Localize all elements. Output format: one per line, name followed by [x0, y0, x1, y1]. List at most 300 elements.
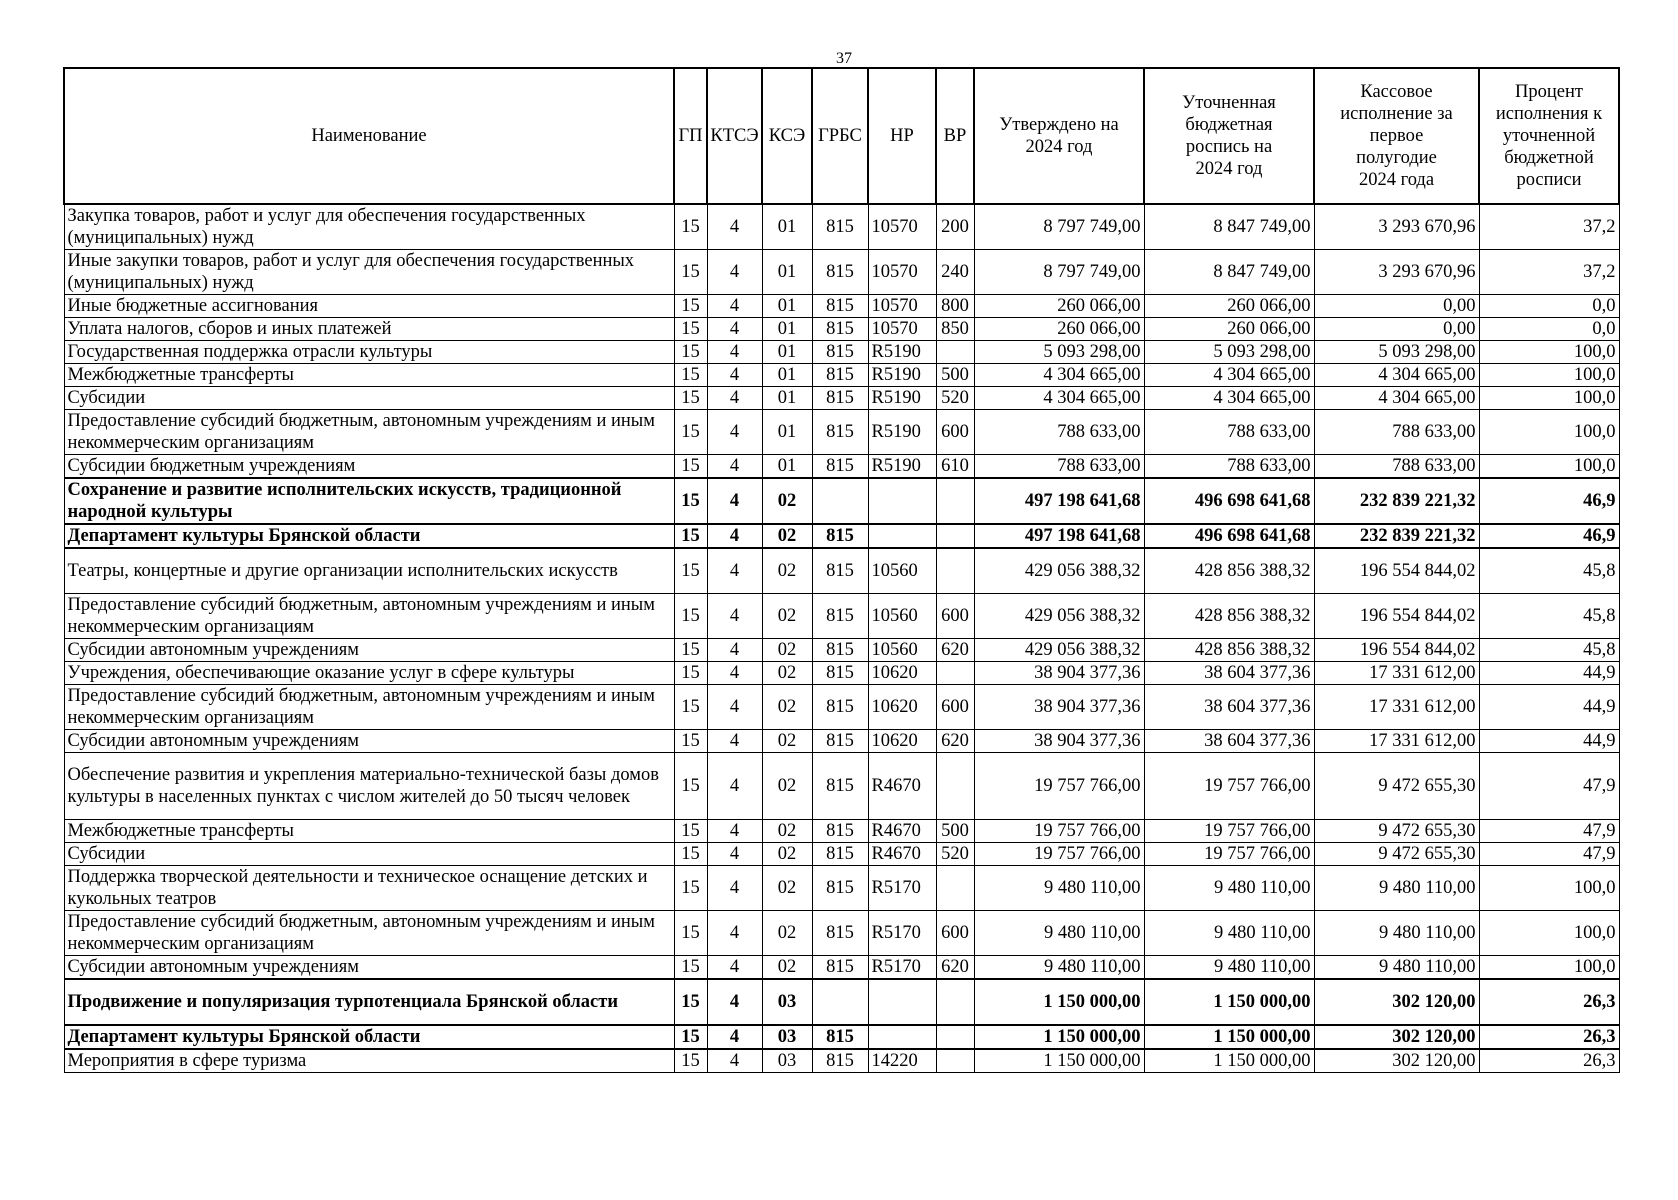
cell-kse: 02	[762, 843, 812, 866]
table-row	[64, 639, 1619, 662]
cell-percent: 26,3	[1479, 1025, 1619, 1049]
cell-kse: 02	[762, 866, 812, 911]
cell-ktse: 4	[707, 295, 762, 318]
table-header	[64, 68, 1619, 204]
cell-percent: 44,9	[1479, 685, 1619, 730]
cell-cash: 3 293 670,96	[1314, 250, 1479, 295]
cell-cash: 9 472 655,30	[1314, 820, 1479, 843]
cell-cash: 0,00	[1314, 295, 1479, 318]
cell-gp: 15	[674, 204, 707, 250]
cell-refined: 4 304 665,00	[1144, 387, 1314, 410]
cell-kse: 01	[762, 387, 812, 410]
cell-ktse: 4	[707, 594, 762, 639]
cell-kse: 01	[762, 204, 812, 250]
cell-vr: 620	[936, 956, 974, 980]
cell-percent: 37,2	[1479, 250, 1619, 295]
cell-percent: 46,9	[1479, 524, 1619, 548]
cell-ktse: 4	[707, 387, 762, 410]
cell-name: Государственная поддержка отрасли культуры	[64, 341, 674, 364]
table-row	[64, 866, 1619, 911]
cell-nr: 10570	[868, 250, 936, 295]
cell-grbs: 815	[812, 524, 868, 548]
cell-vr: 620	[936, 730, 974, 753]
cell-ktse: 4	[707, 364, 762, 387]
cell-cash: 9 472 655,30	[1314, 753, 1479, 820]
cell-nr: R4670	[868, 820, 936, 843]
cell-name: Иные закупки товаров, работ и услуг для обеспечения государственных (муниципальных) нужд	[64, 250, 674, 295]
cell-nr: R5190	[868, 387, 936, 410]
table-row	[64, 1049, 1619, 1073]
cell-approved: 19 757 766,00	[974, 753, 1144, 820]
cell-name: Поддержка творческой деятельности и техническое оснащение детских и кукольных театров	[64, 866, 674, 911]
cell-name: Театры, концертные и другие организации исполнительских искусств	[64, 548, 674, 594]
table-row	[64, 911, 1619, 956]
cell-gp: 15	[674, 548, 707, 594]
cell-gp: 15	[674, 387, 707, 410]
cell-refined: 260 066,00	[1144, 318, 1314, 341]
cell-kse: 02	[762, 911, 812, 956]
cell-approved: 1 150 000,00	[974, 1025, 1144, 1049]
cell-refined: 8 847 749,00	[1144, 250, 1314, 295]
cell-approved: 429 056 388,32	[974, 594, 1144, 639]
cell-ktse: 4	[707, 1049, 762, 1073]
cell-approved: 1 150 000,00	[974, 979, 1144, 1025]
cell-gp: 15	[674, 753, 707, 820]
cell-name: Департамент культуры Брянской области	[64, 524, 674, 548]
cell-grbs: 815	[812, 1049, 868, 1073]
cell-approved: 4 304 665,00	[974, 364, 1144, 387]
cell-name: Межбюджетные трансферты	[64, 820, 674, 843]
cell-gp: 15	[674, 843, 707, 866]
page-number: 37	[836, 50, 852, 67]
cell-approved: 9 480 110,00	[974, 866, 1144, 911]
cell-refined: 428 856 388,32	[1144, 639, 1314, 662]
cell-nr: 10620	[868, 730, 936, 753]
cell-refined: 788 633,00	[1144, 410, 1314, 455]
cell-name: Предоставление субсидий бюджетным, автономным учреждениям и иным некоммерческим организациям	[64, 911, 674, 956]
cell-approved: 4 304 665,00	[974, 387, 1144, 410]
cell-nr	[868, 979, 936, 1025]
cell-nr: 10570	[868, 204, 936, 250]
header-grbs: ГРБС	[812, 68, 868, 204]
cell-grbs: 815	[812, 956, 868, 980]
cell-kse: 02	[762, 524, 812, 548]
cell-kse: 01	[762, 250, 812, 295]
cell-grbs: 815	[812, 820, 868, 843]
cell-gp: 15	[674, 956, 707, 980]
cell-approved: 429 056 388,32	[974, 548, 1144, 594]
cell-refined: 496 698 641,68	[1144, 524, 1314, 548]
cell-kse: 03	[762, 1049, 812, 1073]
cell-ktse: 4	[707, 753, 762, 820]
cell-percent: 45,8	[1479, 639, 1619, 662]
cell-kse: 01	[762, 341, 812, 364]
cell-name: Обеспечение развития и укрепления материально-технической базы домов культуры в населенных пунктах с числом жителей до 50 тысяч человек	[64, 753, 674, 820]
cell-grbs: 815	[812, 866, 868, 911]
cell-gp: 15	[674, 364, 707, 387]
cell-ktse: 4	[707, 911, 762, 956]
cell-cash: 232 839 221,32	[1314, 524, 1479, 548]
cell-cash: 17 331 612,00	[1314, 685, 1479, 730]
cell-approved: 497 198 641,68	[974, 524, 1144, 548]
cell-name: Предоставление субсидий бюджетным, автономным учреждениям и иным некоммерческим организациям	[64, 594, 674, 639]
cell-percent: 26,3	[1479, 1049, 1619, 1073]
cell-grbs: 815	[812, 639, 868, 662]
cell-gp: 15	[674, 911, 707, 956]
header-name: Наименование	[64, 68, 674, 204]
cell-ktse: 4	[707, 548, 762, 594]
cell-cash: 302 120,00	[1314, 979, 1479, 1025]
cell-refined: 428 856 388,32	[1144, 548, 1314, 594]
cell-gp: 15	[674, 250, 707, 295]
cell-grbs: 815	[812, 364, 868, 387]
cell-vr	[936, 524, 974, 548]
cell-grbs: 815	[812, 753, 868, 820]
cell-percent: 46,9	[1479, 478, 1619, 524]
cell-vr: 600	[936, 594, 974, 639]
cell-percent: 100,0	[1479, 866, 1619, 911]
cell-nr: R5190	[868, 341, 936, 364]
cell-approved: 8 797 749,00	[974, 204, 1144, 250]
cell-ktse: 4	[707, 843, 762, 866]
cell-kse: 01	[762, 295, 812, 318]
cell-percent: 47,9	[1479, 843, 1619, 866]
cell-approved: 38 904 377,36	[974, 662, 1144, 685]
cell-ktse: 4	[707, 685, 762, 730]
cell-gp: 15	[674, 295, 707, 318]
cell-approved: 429 056 388,32	[974, 639, 1144, 662]
cell-cash: 3 293 670,96	[1314, 204, 1479, 250]
table-row	[64, 753, 1619, 820]
cell-grbs: 815	[812, 1025, 868, 1049]
header-kse: КСЭ	[762, 68, 812, 204]
cell-vr: 520	[936, 843, 974, 866]
cell-ktse: 4	[707, 956, 762, 980]
cell-name: Иные бюджетные ассигнования	[64, 295, 674, 318]
cell-cash: 196 554 844,02	[1314, 548, 1479, 594]
cell-nr: R5170	[868, 866, 936, 911]
cell-gp: 15	[674, 866, 707, 911]
cell-ktse: 4	[707, 730, 762, 753]
table-row	[64, 594, 1619, 639]
cell-approved: 788 633,00	[974, 455, 1144, 479]
cell-grbs: 815	[812, 250, 868, 295]
cell-gp: 15	[674, 979, 707, 1025]
cell-gp: 15	[674, 1049, 707, 1073]
cell-gp: 15	[674, 685, 707, 730]
cell-percent: 44,9	[1479, 730, 1619, 753]
cell-percent: 45,8	[1479, 548, 1619, 594]
table-row	[64, 548, 1619, 594]
cell-vr	[936, 753, 974, 820]
table-row	[64, 820, 1619, 843]
cell-vr: 500	[936, 820, 974, 843]
cell-cash: 196 554 844,02	[1314, 639, 1479, 662]
cell-ktse: 4	[707, 979, 762, 1025]
cell-percent: 44,9	[1479, 662, 1619, 685]
cell-gp: 15	[674, 318, 707, 341]
cell-approved: 38 904 377,36	[974, 730, 1144, 753]
cell-cash: 9 480 110,00	[1314, 911, 1479, 956]
cell-vr	[936, 662, 974, 685]
cell-percent: 26,3	[1479, 979, 1619, 1025]
cell-cash: 4 304 665,00	[1314, 387, 1479, 410]
cell-approved: 19 757 766,00	[974, 820, 1144, 843]
cell-percent: 100,0	[1479, 455, 1619, 479]
cell-gp: 15	[674, 341, 707, 364]
cell-refined: 9 480 110,00	[1144, 956, 1314, 980]
cell-cash: 232 839 221,32	[1314, 478, 1479, 524]
table-row	[64, 979, 1619, 1025]
cell-nr: 10560	[868, 548, 936, 594]
table-row	[64, 1025, 1619, 1049]
table-row	[64, 295, 1619, 318]
cell-grbs: 815	[812, 387, 868, 410]
cell-cash: 9 472 655,30	[1314, 843, 1479, 866]
cell-vr: 610	[936, 455, 974, 479]
cell-kse: 02	[762, 753, 812, 820]
table-row	[64, 956, 1619, 980]
cell-name: Субсидии автономным учреждениям	[64, 639, 674, 662]
cell-ktse: 4	[707, 866, 762, 911]
cell-gp: 15	[674, 820, 707, 843]
cell-name: Закупка товаров, работ и услуг для обеспечения государственных (муниципальных) нужд	[64, 204, 674, 250]
cell-ktse: 4	[707, 478, 762, 524]
cell-name: Сохранение и развитие исполнительских искусств, традиционной народной культуры	[64, 478, 674, 524]
cell-vr: 800	[936, 295, 974, 318]
cell-approved: 19 757 766,00	[974, 843, 1144, 866]
header-ktse: КТСЭ	[707, 68, 762, 204]
cell-name: Учреждения, обеспечивающие оказание услуг в сфере культуры	[64, 662, 674, 685]
cell-nr: 10570	[868, 318, 936, 341]
cell-grbs	[812, 478, 868, 524]
cell-approved: 8 797 749,00	[974, 250, 1144, 295]
cell-cash: 9 480 110,00	[1314, 866, 1479, 911]
table-row	[64, 204, 1619, 250]
cell-vr	[936, 548, 974, 594]
cell-grbs: 815	[812, 295, 868, 318]
cell-name: Продвижение и популяризация турпотенциала Брянской области	[64, 979, 674, 1025]
cell-kse: 02	[762, 478, 812, 524]
cell-gp: 15	[674, 524, 707, 548]
cell-nr: 10560	[868, 594, 936, 639]
cell-refined: 9 480 110,00	[1144, 911, 1314, 956]
table-row	[64, 410, 1619, 455]
cell-ktse: 4	[707, 639, 762, 662]
cell-name: Мероприятия в сфере туризма	[64, 1049, 674, 1073]
table-row	[64, 843, 1619, 866]
cell-vr: 500	[936, 364, 974, 387]
cell-kse: 02	[762, 685, 812, 730]
cell-percent: 100,0	[1479, 364, 1619, 387]
cell-refined: 9 480 110,00	[1144, 866, 1314, 911]
cell-kse: 02	[762, 956, 812, 980]
cell-cash: 196 554 844,02	[1314, 594, 1479, 639]
cell-approved: 497 198 641,68	[974, 478, 1144, 524]
cell-percent: 100,0	[1479, 410, 1619, 455]
cell-vr	[936, 866, 974, 911]
header-refined: Уточненная бюджетная роспись на 2024 год	[1144, 68, 1314, 204]
cell-grbs: 815	[812, 843, 868, 866]
cell-refined: 38 604 377,36	[1144, 685, 1314, 730]
table-row	[64, 524, 1619, 548]
cell-percent: 37,2	[1479, 204, 1619, 250]
cell-kse: 01	[762, 318, 812, 341]
table-row	[64, 387, 1619, 410]
cell-cash: 9 480 110,00	[1314, 956, 1479, 980]
cell-vr	[936, 341, 974, 364]
header-approved: Утверждено на 2024 год	[974, 68, 1144, 204]
cell-approved: 788 633,00	[974, 410, 1144, 455]
cell-cash: 17 331 612,00	[1314, 730, 1479, 753]
cell-name: Межбюджетные трансферты	[64, 364, 674, 387]
cell-refined: 788 633,00	[1144, 455, 1314, 479]
cell-vr	[936, 1025, 974, 1049]
cell-vr	[936, 1049, 974, 1073]
cell-kse: 02	[762, 662, 812, 685]
cell-refined: 8 847 749,00	[1144, 204, 1314, 250]
table-row	[64, 341, 1619, 364]
cell-cash: 302 120,00	[1314, 1025, 1479, 1049]
cell-nr	[868, 1025, 936, 1049]
cell-vr: 200	[936, 204, 974, 250]
table-row	[64, 455, 1619, 479]
cell-name: Департамент культуры Брянской области	[64, 1025, 674, 1049]
cell-nr: 10620	[868, 662, 936, 685]
cell-percent: 100,0	[1479, 387, 1619, 410]
cell-approved: 260 066,00	[974, 295, 1144, 318]
cell-grbs	[812, 979, 868, 1025]
table-row	[64, 250, 1619, 295]
table-row	[64, 685, 1619, 730]
cell-refined: 38 604 377,36	[1144, 662, 1314, 685]
cell-name: Субсидии автономным учреждениям	[64, 956, 674, 980]
cell-ktse: 4	[707, 204, 762, 250]
cell-refined: 428 856 388,32	[1144, 594, 1314, 639]
cell-refined: 38 604 377,36	[1144, 730, 1314, 753]
cell-cash: 788 633,00	[1314, 410, 1479, 455]
cell-approved: 9 480 110,00	[974, 956, 1144, 980]
cell-cash: 17 331 612,00	[1314, 662, 1479, 685]
cell-kse: 01	[762, 364, 812, 387]
cell-vr: 600	[936, 911, 974, 956]
cell-name: Субсидии автономным учреждениям	[64, 730, 674, 753]
cell-cash: 788 633,00	[1314, 455, 1479, 479]
cell-kse: 03	[762, 979, 812, 1025]
cell-nr: R5170	[868, 911, 936, 956]
cell-gp: 15	[674, 594, 707, 639]
cell-gp: 15	[674, 639, 707, 662]
cell-nr: R4670	[868, 753, 936, 820]
table-row	[64, 662, 1619, 685]
cell-grbs: 815	[812, 730, 868, 753]
cell-ktse: 4	[707, 1025, 762, 1049]
cell-kse: 01	[762, 410, 812, 455]
cell-percent: 0,0	[1479, 295, 1619, 318]
cell-vr: 620	[936, 639, 974, 662]
header-vr: ВР	[936, 68, 974, 204]
cell-name: Предоставление субсидий бюджетным, автономным учреждениям и иным некоммерческим организациям	[64, 685, 674, 730]
cell-percent: 45,8	[1479, 594, 1619, 639]
cell-grbs: 815	[812, 548, 868, 594]
cell-kse: 02	[762, 548, 812, 594]
cell-ktse: 4	[707, 318, 762, 341]
cell-ktse: 4	[707, 662, 762, 685]
cell-nr: R5170	[868, 956, 936, 980]
cell-nr: 10570	[868, 295, 936, 318]
cell-cash: 4 304 665,00	[1314, 364, 1479, 387]
cell-percent: 100,0	[1479, 911, 1619, 956]
cell-vr: 240	[936, 250, 974, 295]
cell-grbs: 815	[812, 594, 868, 639]
cell-percent: 100,0	[1479, 341, 1619, 364]
cell-grbs: 815	[812, 662, 868, 685]
cell-refined: 1 150 000,00	[1144, 979, 1314, 1025]
cell-ktse: 4	[707, 524, 762, 548]
cell-gp: 15	[674, 662, 707, 685]
cell-cash: 5 093 298,00	[1314, 341, 1479, 364]
cell-nr: 10560	[868, 639, 936, 662]
cell-refined: 19 757 766,00	[1144, 820, 1314, 843]
cell-kse: 02	[762, 639, 812, 662]
cell-grbs: 815	[812, 455, 868, 479]
cell-nr: R5190	[868, 364, 936, 387]
header-gp: ГП	[674, 68, 707, 204]
cell-gp: 15	[674, 478, 707, 524]
cell-percent: 100,0	[1479, 956, 1619, 980]
cell-vr: 600	[936, 685, 974, 730]
cell-ktse: 4	[707, 250, 762, 295]
cell-name: Уплата налогов, сборов и иных платежей	[64, 318, 674, 341]
cell-refined: 1 150 000,00	[1144, 1025, 1314, 1049]
cell-vr: 520	[936, 387, 974, 410]
cell-ktse: 4	[707, 341, 762, 364]
cell-grbs: 815	[812, 318, 868, 341]
cell-kse: 01	[762, 455, 812, 479]
cell-cash: 0,00	[1314, 318, 1479, 341]
cell-refined: 496 698 641,68	[1144, 478, 1314, 524]
cell-refined: 260 066,00	[1144, 295, 1314, 318]
cell-name: Субсидии	[64, 387, 674, 410]
cell-kse: 03	[762, 1025, 812, 1049]
cell-gp: 15	[674, 730, 707, 753]
cell-approved: 38 904 377,36	[974, 685, 1144, 730]
cell-nr: 14220	[868, 1049, 936, 1073]
cell-nr: R5190	[868, 410, 936, 455]
table-row	[64, 730, 1619, 753]
table-row	[64, 478, 1619, 524]
cell-gp: 15	[674, 455, 707, 479]
cell-vr: 600	[936, 410, 974, 455]
header-nr: НР	[868, 68, 936, 204]
cell-percent: 0,0	[1479, 318, 1619, 341]
cell-refined: 1 150 000,00	[1144, 1049, 1314, 1073]
cell-nr: 10620	[868, 685, 936, 730]
cell-vr	[936, 979, 974, 1025]
cell-gp: 15	[674, 1025, 707, 1049]
cell-nr: R5190	[868, 455, 936, 479]
cell-approved: 260 066,00	[974, 318, 1144, 341]
cell-vr: 850	[936, 318, 974, 341]
cell-name: Субсидии бюджетным учреждениям	[64, 455, 674, 479]
table-row	[64, 318, 1619, 341]
table-row	[64, 364, 1619, 387]
cell-ktse: 4	[707, 410, 762, 455]
cell-nr	[868, 478, 936, 524]
cell-cash: 302 120,00	[1314, 1049, 1479, 1073]
budget-table	[63, 67, 1620, 1073]
cell-grbs: 815	[812, 911, 868, 956]
